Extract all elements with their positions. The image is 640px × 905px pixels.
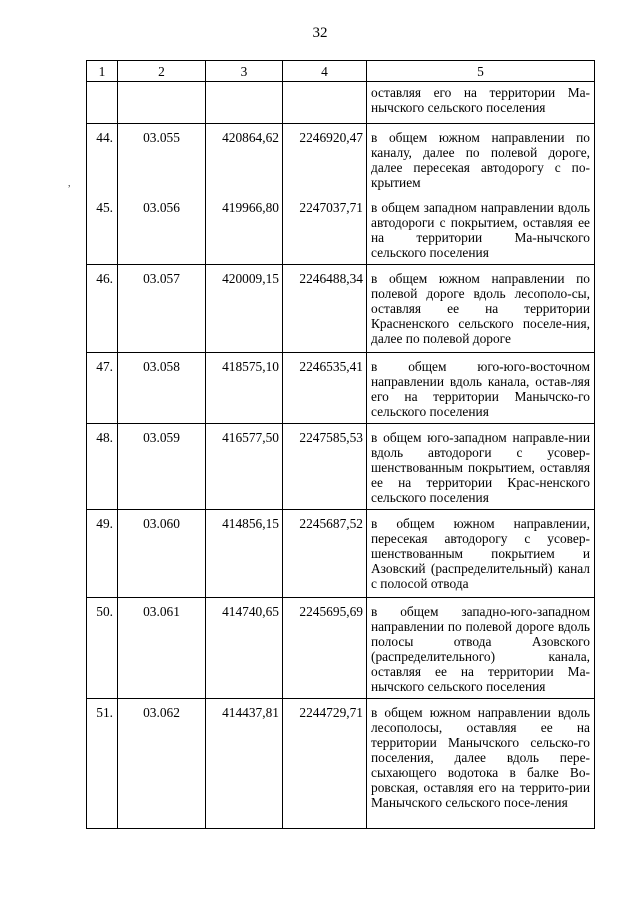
column-header: 5 bbox=[367, 61, 595, 82]
boundary-description: в общем западно-юго-западном направлении по полевой дороге вдоль полосы отвода Азовского (распределительного) канала, оставляя ее на территории Ма-нычского сельского поселения bbox=[367, 598, 595, 699]
column-header: 4 bbox=[283, 61, 367, 82]
boundary-table bbox=[86, 60, 595, 829]
table-row bbox=[87, 194, 595, 265]
table-header-row bbox=[87, 61, 595, 82]
boundary-description: оставляя его на территории Ма-нычского сельского поселения bbox=[367, 82, 595, 124]
row-number: 44. bbox=[87, 124, 118, 195]
x-coordinate: 414437,81 bbox=[206, 699, 283, 829]
column-header: 3 bbox=[206, 61, 283, 82]
row-number: 50. bbox=[87, 598, 118, 699]
y-coordinate: 2245687,52 bbox=[283, 510, 367, 598]
y-coordinate: 2247585,53 bbox=[283, 424, 367, 510]
y-coordinate: 2246488,34 bbox=[283, 265, 367, 353]
x-coordinate: 414856,15 bbox=[206, 510, 283, 598]
boundary-description: в общем южном направлении, пересекая автодорогу с усовер-шенствованным покрытием и Азовский (распределительный) канал с полосой отвода bbox=[367, 510, 595, 598]
row-number: 47. bbox=[87, 353, 118, 424]
point-code: 03.056 bbox=[118, 194, 206, 265]
point-code: 03.060 bbox=[118, 510, 206, 598]
y-coordinate: 2246920,47 bbox=[283, 124, 367, 195]
table-row bbox=[87, 510, 595, 598]
boundary-description: в общем южном направлении по каналу, далее по полевой дороге, далее пересекая автодорогу с по-крытием bbox=[367, 124, 595, 195]
row-number: 48. bbox=[87, 424, 118, 510]
boundary-description: в общем юго-юго-восточном направлении вдоль канала, остав-ляя его на территории Манычско-го сельского поселения bbox=[367, 353, 595, 424]
table-row bbox=[87, 265, 595, 353]
x-coordinate: 419966,80 bbox=[206, 194, 283, 265]
row-number: 51. bbox=[87, 699, 118, 829]
x-coordinate: 416577,50 bbox=[206, 424, 283, 510]
table-row bbox=[87, 699, 595, 829]
y-coordinate: 2247037,71 bbox=[283, 194, 367, 265]
x-coordinate: 420009,15 bbox=[206, 265, 283, 353]
row-number: 49. bbox=[87, 510, 118, 598]
column-header: 1 bbox=[87, 61, 118, 82]
y-coordinate: 2245695,69 bbox=[283, 598, 367, 699]
y-coordinate: 2246535,41 bbox=[283, 353, 367, 424]
boundary-description: в общем западном направлении вдоль автодороги с покрытием, оставляя ее на территории Ма-нычского сельского поселения bbox=[367, 194, 595, 265]
point-code: 03.059 bbox=[118, 424, 206, 510]
table-row bbox=[87, 82, 595, 124]
row-number: 45. bbox=[87, 194, 118, 265]
table-row bbox=[87, 424, 595, 510]
table-row bbox=[87, 598, 595, 699]
point-code: 03.058 bbox=[118, 353, 206, 424]
point-code: 03.055 bbox=[118, 124, 206, 195]
x-coordinate bbox=[206, 82, 283, 124]
margin-mark: , bbox=[68, 178, 71, 189]
table-row bbox=[87, 124, 595, 195]
boundary-description: в общем южном направлении по полевой дороге вдоль лесополо-сы, оставляя ее на территории Красненского сельского поселе-ния, далее по полевой дороге bbox=[367, 265, 595, 353]
row-number: 46. bbox=[87, 265, 118, 353]
x-coordinate: 414740,65 bbox=[206, 598, 283, 699]
page-number: 32 bbox=[312, 25, 328, 41]
point-code: 03.057 bbox=[118, 265, 206, 353]
x-coordinate: 418575,10 bbox=[206, 353, 283, 424]
row-number bbox=[87, 82, 118, 124]
point-code: 03.061 bbox=[118, 598, 206, 699]
boundary-description: в общем юго-западном направле-нии вдоль автодороги с усовер-шенствованным покрытием, оставляя ее на территории Крас-ненского сельского поселения bbox=[367, 424, 595, 510]
y-coordinate: 2244729,71 bbox=[283, 699, 367, 829]
boundary-description: в общем южном направлении вдоль лесополосы, оставляя ее на территории Манычского сельско-го поселения, далее вдоль пере-сыхающего водотока в балке Во-ровская, оставляя его на террито-рии Манычского сельского посе-ления bbox=[367, 699, 595, 829]
table-row bbox=[87, 353, 595, 424]
x-coordinate: 420864,62 bbox=[206, 124, 283, 195]
column-header: 2 bbox=[118, 61, 206, 82]
y-coordinate bbox=[283, 82, 367, 124]
point-code: 03.062 bbox=[118, 699, 206, 829]
point-code bbox=[118, 82, 206, 124]
